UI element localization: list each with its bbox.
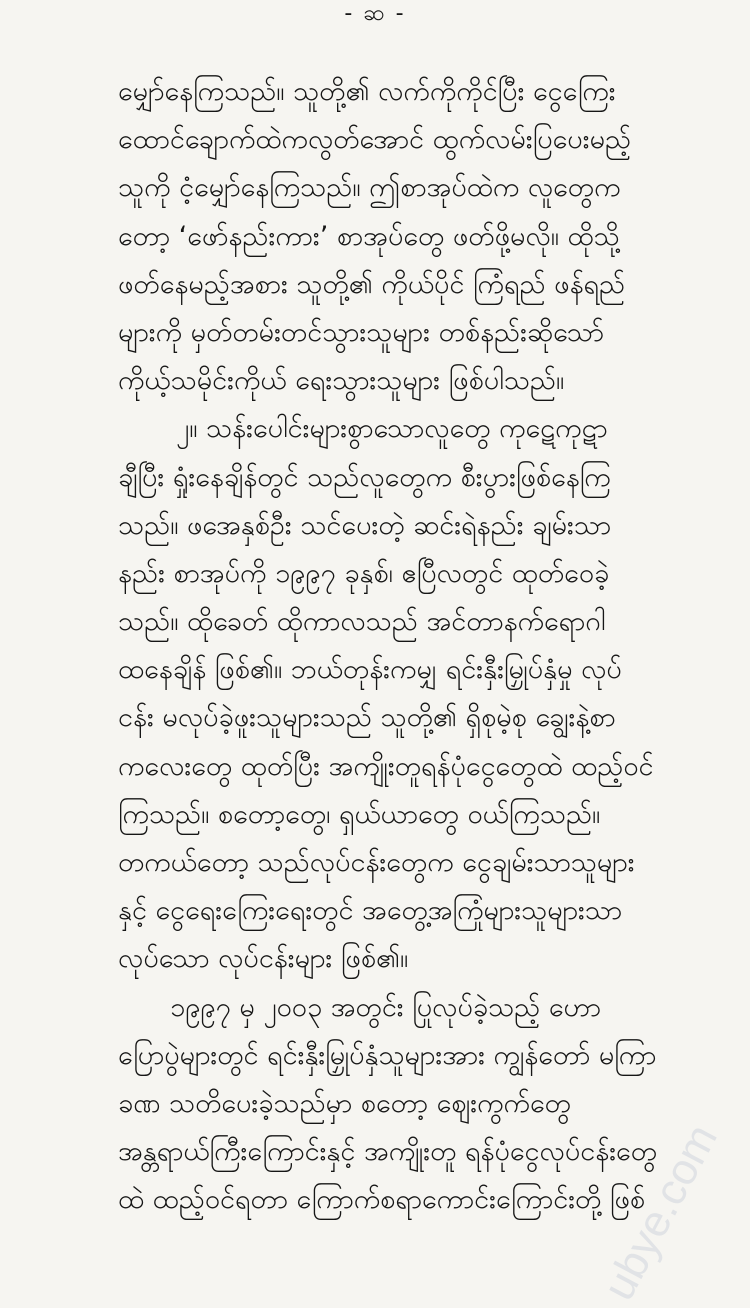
text-line: လုပ်သော လုပ်ငန်းများ ဖြစ်၏။ xyxy=(118,943,409,975)
text-line: ထောင်ချောက်ထဲကလွတ်အောင် ထွက်လမ်းပြပေးမည့် xyxy=(118,124,632,156)
paragraph-start-line: ၂။ သန်းပေါင်းများစွာသောလူတွေ ကုဋေကုဋာ xyxy=(176,413,608,445)
text-line: နည်း စာအုပ်ကို ၁၉၉၇ ခုနှစ်၊ ဧပြီလတွင် ထုတ်ဝေခဲ့ xyxy=(118,557,610,589)
watermark: ubye.com xyxy=(594,1116,728,1308)
text-line: သည်။ ထိုခေတ် ထိုကာလသည် အင်တာနက်ရောဂါ xyxy=(118,606,606,638)
text-line: ကိုယ့်သမိုင်းကိုယ် ရေးသွားသူများ ဖြစ်ပါသည်။ xyxy=(118,365,565,397)
text-line: မျှော်နေကြသည်။ သူတို့၏ လက်ကိုကိုင်ပြီး ငွေကြေး xyxy=(118,76,616,107)
text-line: ထနေချိန် ဖြစ်၏။ ဘယ်တုန်းကမျှ ရင်းနှီးမြှုပ်နှံမှု လုပ် xyxy=(118,654,622,686)
text-line: ကလေးတွေ ထုတ်ပြီး အကျိုးတူရန်ပုံငွေတွေထဲ ထည့်ဝင် xyxy=(118,750,654,782)
text-line: တကယ်တော့ သည်လုပ်ငန်းတွေက ငွေချမ်းသာသူများ xyxy=(118,847,635,878)
text-line: သူကို ငံ့မျှော်နေကြသည်။ ဤစာအုပ်ထဲက လူတွေက xyxy=(118,172,621,204)
text-line: ခဏ သတိပေးခဲ့သည်မှာ စတော့ ဈေးကွက်တွေ xyxy=(118,1087,571,1119)
body-text xyxy=(118,68,688,1225)
text-line: ငန်း မလုပ်ခဲ့ဖူးသူများသည် သူတို့၏ ရှိစုမဲ့စု ချွေးနဲ့စာ xyxy=(118,702,616,734)
text-line: နှင့် ငွေရေးကြေးရေးတွင် အတွေ့အကြုံများသူများသာ xyxy=(118,895,623,927)
text-line: ကြသည်။ စတော့တွေ၊ ရှယ်ယာတွေ ဝယ်ကြသည်။ xyxy=(118,798,601,830)
text-line: ပြောပွဲများတွင် ရင်းနှီးမြှုပ်နှံသူများအား ကျွန်တော် မကြာ xyxy=(118,1039,657,1071)
text-line: သည်။ ဖအေနှစ်ဦး သင်ပေးတဲ့ ဆင်းရဲနည်း ချမ်းသာ xyxy=(118,509,612,541)
text-line: တော့ ‘ဖော်နည်းကား’ စာအုပ်တွေ ဖတ်ဖို့မလို။ ထိုသို့ xyxy=(118,220,620,252)
text-line: ဖတ်နေမည့်အစား သူတို့၏ ကိုယ်ပိုင် ကြံရည် ဖန်ရည် xyxy=(118,268,626,300)
text-line: ချီပြီး ရှုံးနေချိန်တွင် သည်လူတွေက စီးပွားဖြစ်နေကြ xyxy=(118,461,611,493)
paragraph-start-line: ၁၉၉၇ မှ ၂၀၀၃ အတွင်း ပြုလုပ်ခဲ့သည့် ဟော xyxy=(170,991,602,1023)
page-number: - ဆ - xyxy=(344,1,406,26)
text-line: အန္တရာယ်ကြီးကြောင်းနှင့် အကျိုးတူ ရန်ပုံငွေလုပ်ငန်းတွေ xyxy=(118,1136,657,1168)
text-line: များကို မှတ်တမ်းတင်သွားသူများ တစ်နည်းဆိုသော် xyxy=(118,316,604,348)
text-line: ထဲ ထည့်ဝင်ရတာ ကြောက်စရာကောင်းကြောင်းတို့ ဖြစ် xyxy=(118,1184,646,1216)
